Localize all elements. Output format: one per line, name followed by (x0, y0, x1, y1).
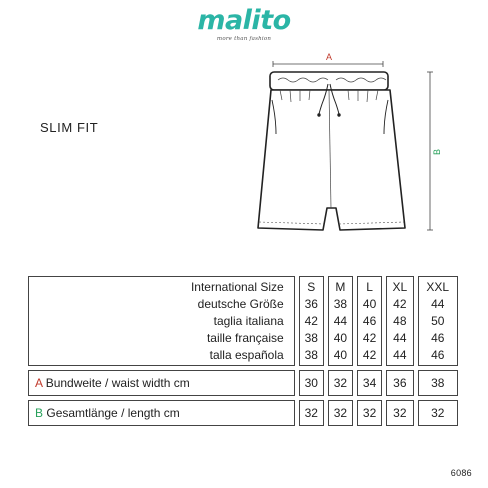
label-talla-espanola: talla española (209, 347, 284, 362)
size-it: 50 (431, 313, 445, 328)
size-it: 48 (393, 313, 407, 328)
brand-name: malito (197, 5, 291, 36)
waist-value-xl: 36 (386, 370, 413, 396)
brand-tagline: more than fashion (216, 36, 272, 42)
waist-value-m: 32 (328, 370, 353, 396)
waist-marker: A (35, 376, 43, 390)
waist-label-text: Bundweite / waist width cm (45, 376, 190, 390)
size-international: XL (392, 279, 408, 294)
waist-width-label (28, 370, 295, 396)
dimension-b-label: B (432, 148, 442, 156)
size-international: S (307, 279, 316, 294)
dimension-a-label: A (325, 52, 333, 62)
size-de: 36 (304, 296, 318, 311)
size-fr: 46 (431, 330, 445, 345)
length-row (28, 400, 458, 426)
size-es: 46 (431, 347, 445, 362)
length-value-l: 32 (357, 400, 382, 426)
label-taille-francaise: taille française (206, 330, 284, 345)
size-de: 38 (333, 296, 348, 311)
size-fr: 44 (393, 330, 407, 345)
size-it: 46 (362, 313, 377, 328)
size-es: 38 (304, 347, 318, 362)
waist-width-row (28, 370, 458, 396)
size-de: 44 (431, 296, 445, 311)
length-label (28, 400, 295, 426)
size-system-labels (28, 276, 295, 366)
size-fr: 40 (333, 330, 348, 345)
dimension-b (427, 72, 442, 230)
size-international: XXL (426, 279, 450, 294)
shorts-outline (258, 72, 405, 230)
size-de: 42 (393, 296, 407, 311)
size-conversion-row (28, 276, 458, 366)
label-international-size: International Size (190, 279, 284, 294)
size-column-s (299, 276, 324, 366)
waist-value-l: 34 (357, 370, 382, 396)
size-table (24, 272, 462, 430)
size-it: 44 (333, 313, 348, 328)
length-marker: B (35, 406, 44, 420)
size-it: 42 (304, 313, 318, 328)
size-column-l (357, 276, 382, 366)
waist-value-s: 30 (299, 370, 324, 396)
waist-value-xxl: 38 (418, 370, 459, 396)
length-value-xl: 32 (386, 400, 413, 426)
article-number: 6086 (450, 468, 472, 478)
size-column-xl (386, 276, 413, 366)
length-value-xxl: 32 (418, 400, 459, 426)
size-international: L (366, 279, 373, 294)
size-es: 44 (393, 347, 407, 362)
size-fr: 38 (304, 330, 318, 345)
size-es: 42 (362, 347, 377, 362)
fit-label: SLIM FIT (40, 120, 99, 135)
size-fr: 42 (362, 330, 377, 345)
length-value-s: 32 (299, 400, 324, 426)
label-taglia-italiana: taglia italiana (213, 313, 284, 328)
dimension-a (273, 52, 383, 67)
size-de: 40 (362, 296, 377, 311)
size-column-m (328, 276, 353, 366)
label-deutsche-groesse: deutsche Größe (197, 296, 284, 311)
size-es: 40 (333, 347, 348, 362)
length-value-m: 32 (328, 400, 353, 426)
size-international: M (335, 279, 346, 294)
length-label-text: Gesamtlänge / length cm (46, 406, 180, 420)
size-column-xxl (418, 276, 459, 366)
